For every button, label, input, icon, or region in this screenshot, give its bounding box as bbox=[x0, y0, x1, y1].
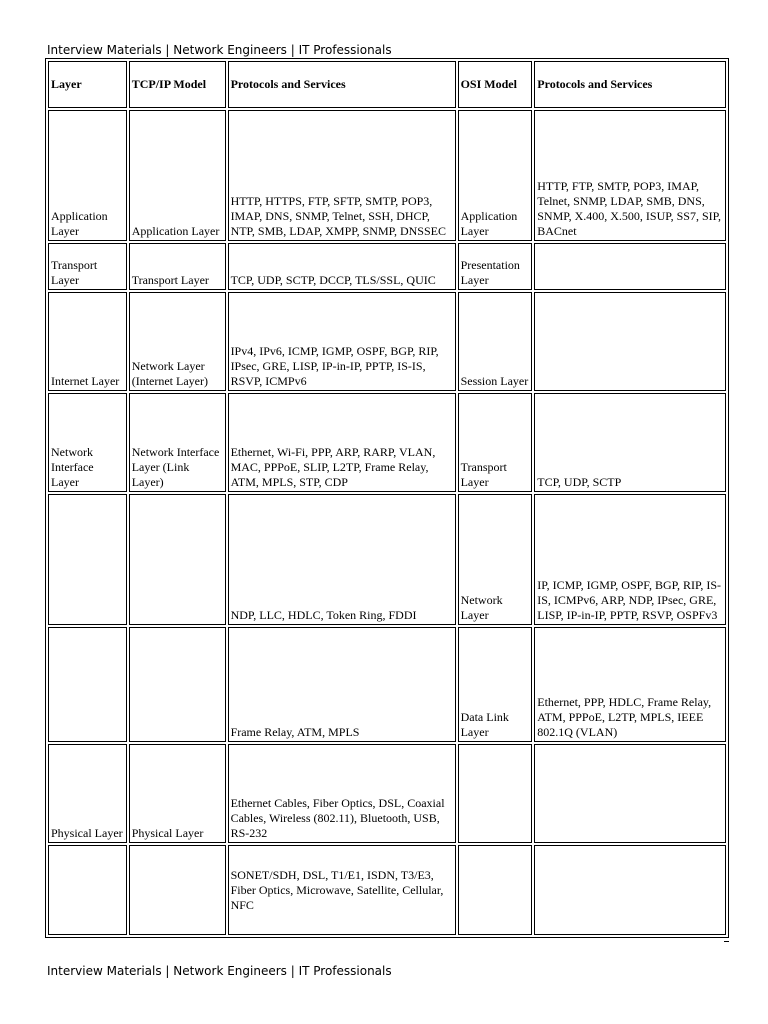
tcpip-protocols-cell: Ethernet Cables, Fiber Optics, DSL, Coaxial Cables, Wireless (802.11), Bluetooth, USB, RS-232 bbox=[228, 744, 456, 843]
tcpip-model-cell bbox=[129, 845, 226, 935]
page-header: Interview Materials | Network Engineers | IT Professionals bbox=[47, 43, 392, 57]
osi-protocols-cell: Ethernet, PPP, HDLC, Frame Relay, ATM, PPPoE, L2TP, MPLS, IEEE 802.1Q (VLAN) bbox=[534, 627, 726, 742]
table-row bbox=[48, 494, 726, 625]
protocol-table bbox=[45, 58, 729, 938]
osi-model-cell: Network Layer bbox=[458, 494, 533, 625]
tcpip-model-cell: Application Layer bbox=[129, 110, 226, 241]
tcpip-model-cell: Physical Layer bbox=[129, 744, 226, 843]
osi-model-cell: Session Layer bbox=[458, 292, 533, 391]
osi-model-cell bbox=[458, 845, 533, 935]
table-row bbox=[48, 292, 726, 391]
tcpip-model-cell: Network Interface Layer (Link Layer) bbox=[129, 393, 226, 492]
tcpip-model-cell: Network Layer (Internet Layer) bbox=[129, 292, 226, 391]
table-row bbox=[48, 243, 726, 290]
header-cell-osi-model: OSI Model bbox=[458, 61, 533, 108]
tcpip-protocols-cell: IPv4, IPv6, ICMP, IGMP, OSPF, BGP, RIP, IPsec, GRE, LISP, IP-in-IP, PPTP, IS-IS, RSVP, ICMPv6 bbox=[228, 292, 456, 391]
tcpip-protocols-cell: TCP, UDP, SCTP, DCCP, TLS/SSL, QUIC bbox=[228, 243, 456, 290]
osi-model-cell: Transport Layer bbox=[458, 393, 533, 492]
tcpip-model-cell bbox=[129, 494, 226, 625]
osi-model-cell: Presentation Layer bbox=[458, 243, 533, 290]
layer-cell: Physical Layer bbox=[48, 744, 127, 843]
table-row bbox=[48, 110, 726, 241]
osi-protocols-cell bbox=[534, 243, 726, 290]
osi-protocols-cell bbox=[534, 292, 726, 391]
osi-protocols-cell bbox=[534, 845, 726, 935]
page-divider bbox=[724, 941, 729, 942]
layer-cell bbox=[48, 627, 127, 742]
tcpip-protocols-cell: Frame Relay, ATM, MPLS bbox=[228, 627, 456, 742]
table-row bbox=[48, 393, 726, 492]
layer-cell bbox=[48, 494, 127, 625]
osi-protocols-cell: IP, ICMP, IGMP, OSPF, BGP, RIP, IS-IS, ICMPv6, ARP, NDP, IPsec, GRE, LISP, IP-in-IP, PPTP, RSVP, OSPFv3 bbox=[534, 494, 726, 625]
table-row bbox=[48, 627, 726, 742]
layer-cell: Network Interface Layer bbox=[48, 393, 127, 492]
protocol-table-container bbox=[45, 58, 729, 945]
tcpip-model-cell: Transport Layer bbox=[129, 243, 226, 290]
tcpip-protocols-cell: SONET/SDH, DSL, T1/E1, ISDN, T3/E3, Fiber Optics, Microwave, Satellite, Cellular, NFC bbox=[228, 845, 456, 935]
tcpip-protocols-cell: HTTP, HTTPS, FTP, SFTP, SMTP, POP3, IMAP, DNS, SNMP, Telnet, SSH, DHCP, NTP, SMB, LDAP, XMPP, SNMP, DNSSEC bbox=[228, 110, 456, 241]
osi-model-cell: Application Layer bbox=[458, 110, 533, 241]
table-row bbox=[48, 744, 726, 843]
osi-protocols-cell: HTTP, FTP, SMTP, POP3, IMAP, Telnet, SNMP, LDAP, SMB, DNS, SNMP, X.400, X.500, ISUP, SS7, SIP, BACnet bbox=[534, 110, 726, 241]
tcpip-protocols-cell: Ethernet, Wi-Fi, PPP, ARP, RARP, VLAN, MAC, PPPoE, SLIP, L2TP, Frame Relay, ATM, MPLS, STP, CDP bbox=[228, 393, 456, 492]
osi-protocols-cell: TCP, UDP, SCTP bbox=[534, 393, 726, 492]
table-row bbox=[48, 845, 726, 935]
header-cell-osi-protocols: Protocols and Services bbox=[534, 61, 726, 108]
header-cell-tcpip-model: TCP/IP Model bbox=[129, 61, 226, 108]
layer-cell: Internet Layer bbox=[48, 292, 127, 391]
osi-model-cell: Data Link Layer bbox=[458, 627, 533, 742]
tcpip-model-cell bbox=[129, 627, 226, 742]
osi-model-cell bbox=[458, 744, 533, 843]
table-header-row bbox=[48, 61, 726, 108]
tcpip-protocols-cell: NDP, LLC, HDLC, Token Ring, FDDI bbox=[228, 494, 456, 625]
layer-cell bbox=[48, 845, 127, 935]
layer-cell: Application Layer bbox=[48, 110, 127, 241]
header-cell-tcpip-protocols: Protocols and Services bbox=[228, 61, 456, 108]
layer-cell: Transport Layer bbox=[48, 243, 127, 290]
osi-protocols-cell bbox=[534, 744, 726, 843]
page-footer: Interview Materials | Network Engineers | IT Professionals bbox=[47, 964, 392, 978]
header-cell-layer: Layer bbox=[48, 61, 127, 108]
